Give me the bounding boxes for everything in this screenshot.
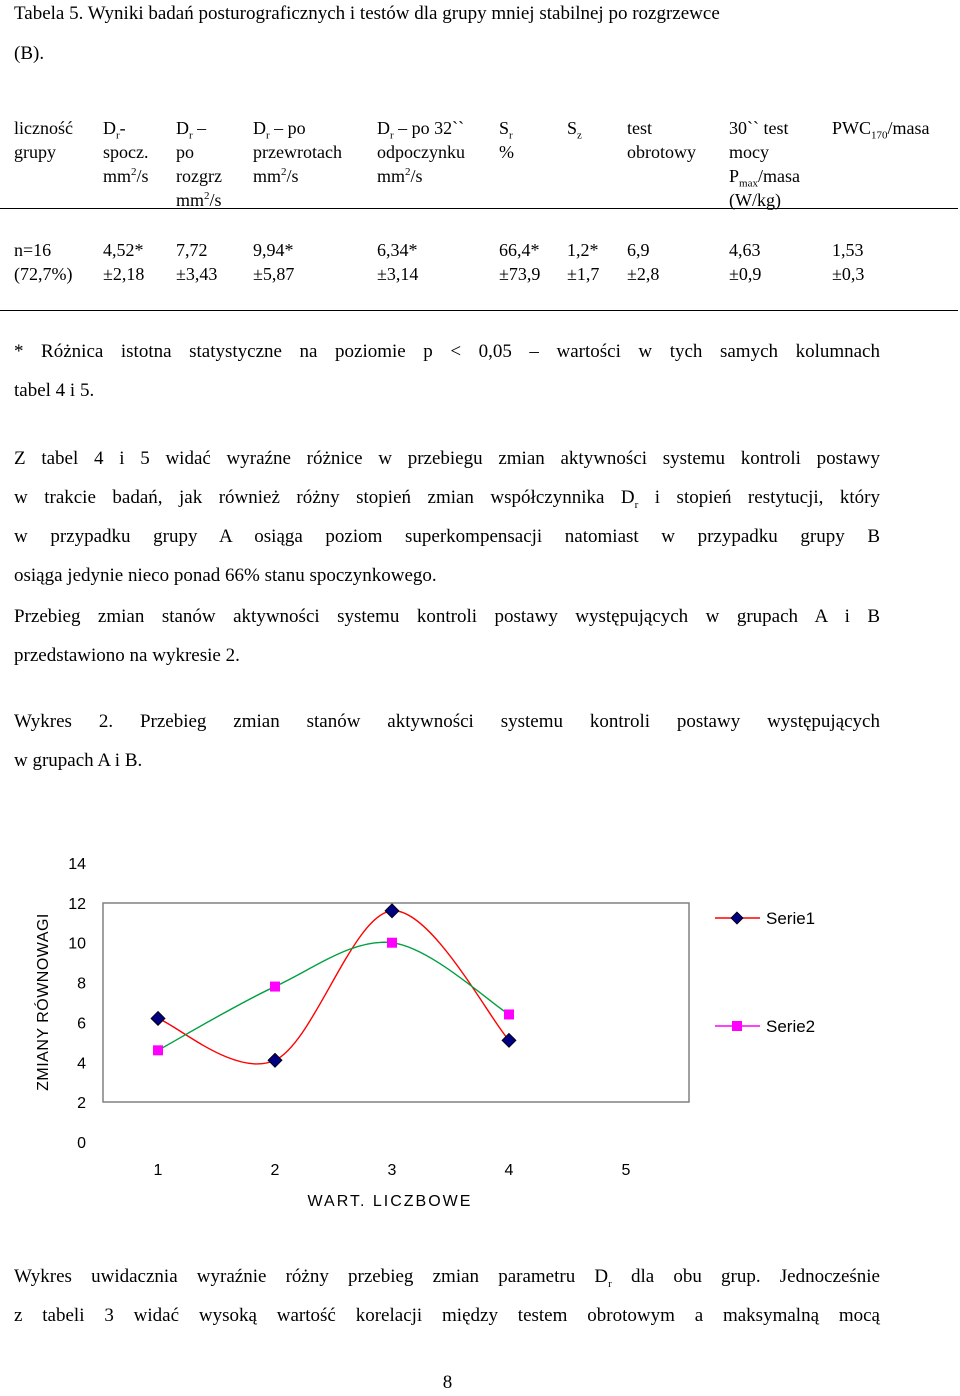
header-sz: $S_z$ bbox=[567, 118, 582, 142]
table-cell: 4,52* ±2,18 bbox=[103, 240, 145, 284]
y-tick-label: 12 bbox=[68, 895, 86, 913]
paragraph-2: Przebieg zmian stanów aktywności systemu kontroli postawy występujących w grupach A i B przedstawiono na wykresie 2. bbox=[14, 606, 880, 666]
table-caption-line-1: Tabela 5. Wyniki badań posturograficznych i testów dla grupy mniej stabilnej po rozgrzewce bbox=[14, 3, 720, 24]
y-tick-label: 0 bbox=[77, 1135, 86, 1152]
table-cell: 7,72 ±3,43 bbox=[176, 240, 218, 284]
header-rotation-test: test obrotowy bbox=[627, 118, 696, 162]
y-axis-ticks bbox=[68, 856, 86, 1152]
header-power-test: 30`` test mocy $P_{max}$/masa (W/kg) bbox=[729, 118, 800, 210]
legend bbox=[715, 909, 815, 1036]
y-axis-label: ZMIANY RÓWNOWAGI bbox=[35, 913, 52, 1091]
table-rule-bottom bbox=[0, 310, 958, 311]
y-tick-label: 4 bbox=[77, 1055, 86, 1073]
chart bbox=[0, 840, 960, 1220]
data-point-serie2 bbox=[504, 1009, 514, 1019]
plot-area bbox=[103, 903, 689, 1102]
footnote: * Różnica istotna statystyczne na poziomie p < 0,05 – wartości w tych samych kolumnach tabel 4 i 5. bbox=[14, 341, 880, 401]
table-cell: 9,94* ±5,87 bbox=[253, 240, 295, 284]
page-number: 8 bbox=[442, 1372, 453, 1393]
legend-marker bbox=[731, 912, 743, 924]
x-tick-label: 2 bbox=[270, 1162, 280, 1179]
table-rule-header bbox=[0, 208, 958, 209]
data-point-serie2 bbox=[153, 1045, 163, 1055]
table-cell: 66,4* ±73,9 bbox=[499, 240, 541, 284]
legend-marker bbox=[732, 1021, 742, 1031]
header-pwc: $PWC_{170}$/masa bbox=[832, 118, 930, 142]
paragraph-1: Z tabel 4 i 5 widać wyraźne różnice w przebiegu zmian aktywności systemu kontroli postawy w trakcie badań, jak również różny stopień zmian współczynnika $D_r$ i stopień restytucji, który w przypadku grupy A osiąga poziom superkompensacji natomiast w przypadku grupy B osiąga jedynie nieco ponad 66% stanu spoczynkowego. bbox=[14, 448, 880, 586]
table-cell: 1,2* ±1,7 bbox=[567, 240, 600, 284]
y-tick-label: 2 bbox=[77, 1095, 86, 1113]
header-dr-warmup: $D_r$ – po rozgrz $mm^2/s$ bbox=[176, 118, 222, 210]
header-dr-rest: $D_r-$ spocz. $mm^2/s$ bbox=[103, 118, 149, 186]
x-tick-label: 5 bbox=[621, 1162, 631, 1179]
header-count: liczność grupy bbox=[14, 118, 73, 162]
chart-caption: Wykres 2. Przebieg zmian stanów aktywności systemu kontroli postawy występujących w grupach A i B. bbox=[14, 711, 880, 771]
table-cell: 6,34* ±3,14 bbox=[377, 240, 419, 284]
paragraph-3: Wykres uwidacznia wyraźnie różny przebieg zmian parametru $D_r$ dla obu grup. Jednocześnie z tabeli 3 widać wysoką wartość korelacji między testem obrotowym a maksymalną mocą bbox=[14, 1266, 880, 1326]
y-tick-label: 8 bbox=[77, 975, 86, 993]
y-tick-label: 6 bbox=[77, 1015, 86, 1033]
header-dr-rolls: $D_r$ – po przewrotach $mm^2/s$ bbox=[253, 118, 342, 186]
x-tick-label: 4 bbox=[504, 1162, 514, 1179]
table-cell: n=16 (72,7%) bbox=[14, 240, 73, 284]
table-cell: 6,9 ±2,8 bbox=[627, 240, 660, 284]
table-caption-line-2: (B). bbox=[14, 43, 45, 64]
legend-label: Serie1 bbox=[766, 909, 816, 928]
y-tick-label: 10 bbox=[68, 935, 86, 953]
x-axis-ticks bbox=[154, 1162, 631, 1179]
header-dr-recovery: $D_r$ – po 32`` odpoczynku $mm^2/s$ bbox=[377, 118, 465, 186]
data-point-serie2 bbox=[387, 938, 397, 948]
table-caption bbox=[14, 0, 944, 74]
x-tick-label: 1 bbox=[153, 1162, 163, 1179]
table-cell: 1,53 ±0,3 bbox=[832, 240, 865, 284]
header-sr: $S_r$ % bbox=[499, 118, 514, 162]
table-cell: 4,63 ±0,9 bbox=[729, 240, 762, 284]
y-tick-label: 14 bbox=[68, 856, 86, 873]
x-tick-label: 3 bbox=[387, 1162, 397, 1179]
x-axis-label: WART. LICZBOWE bbox=[307, 1193, 473, 1210]
legend-label: Serie2 bbox=[766, 1017, 816, 1036]
data-point-serie2 bbox=[270, 982, 280, 992]
